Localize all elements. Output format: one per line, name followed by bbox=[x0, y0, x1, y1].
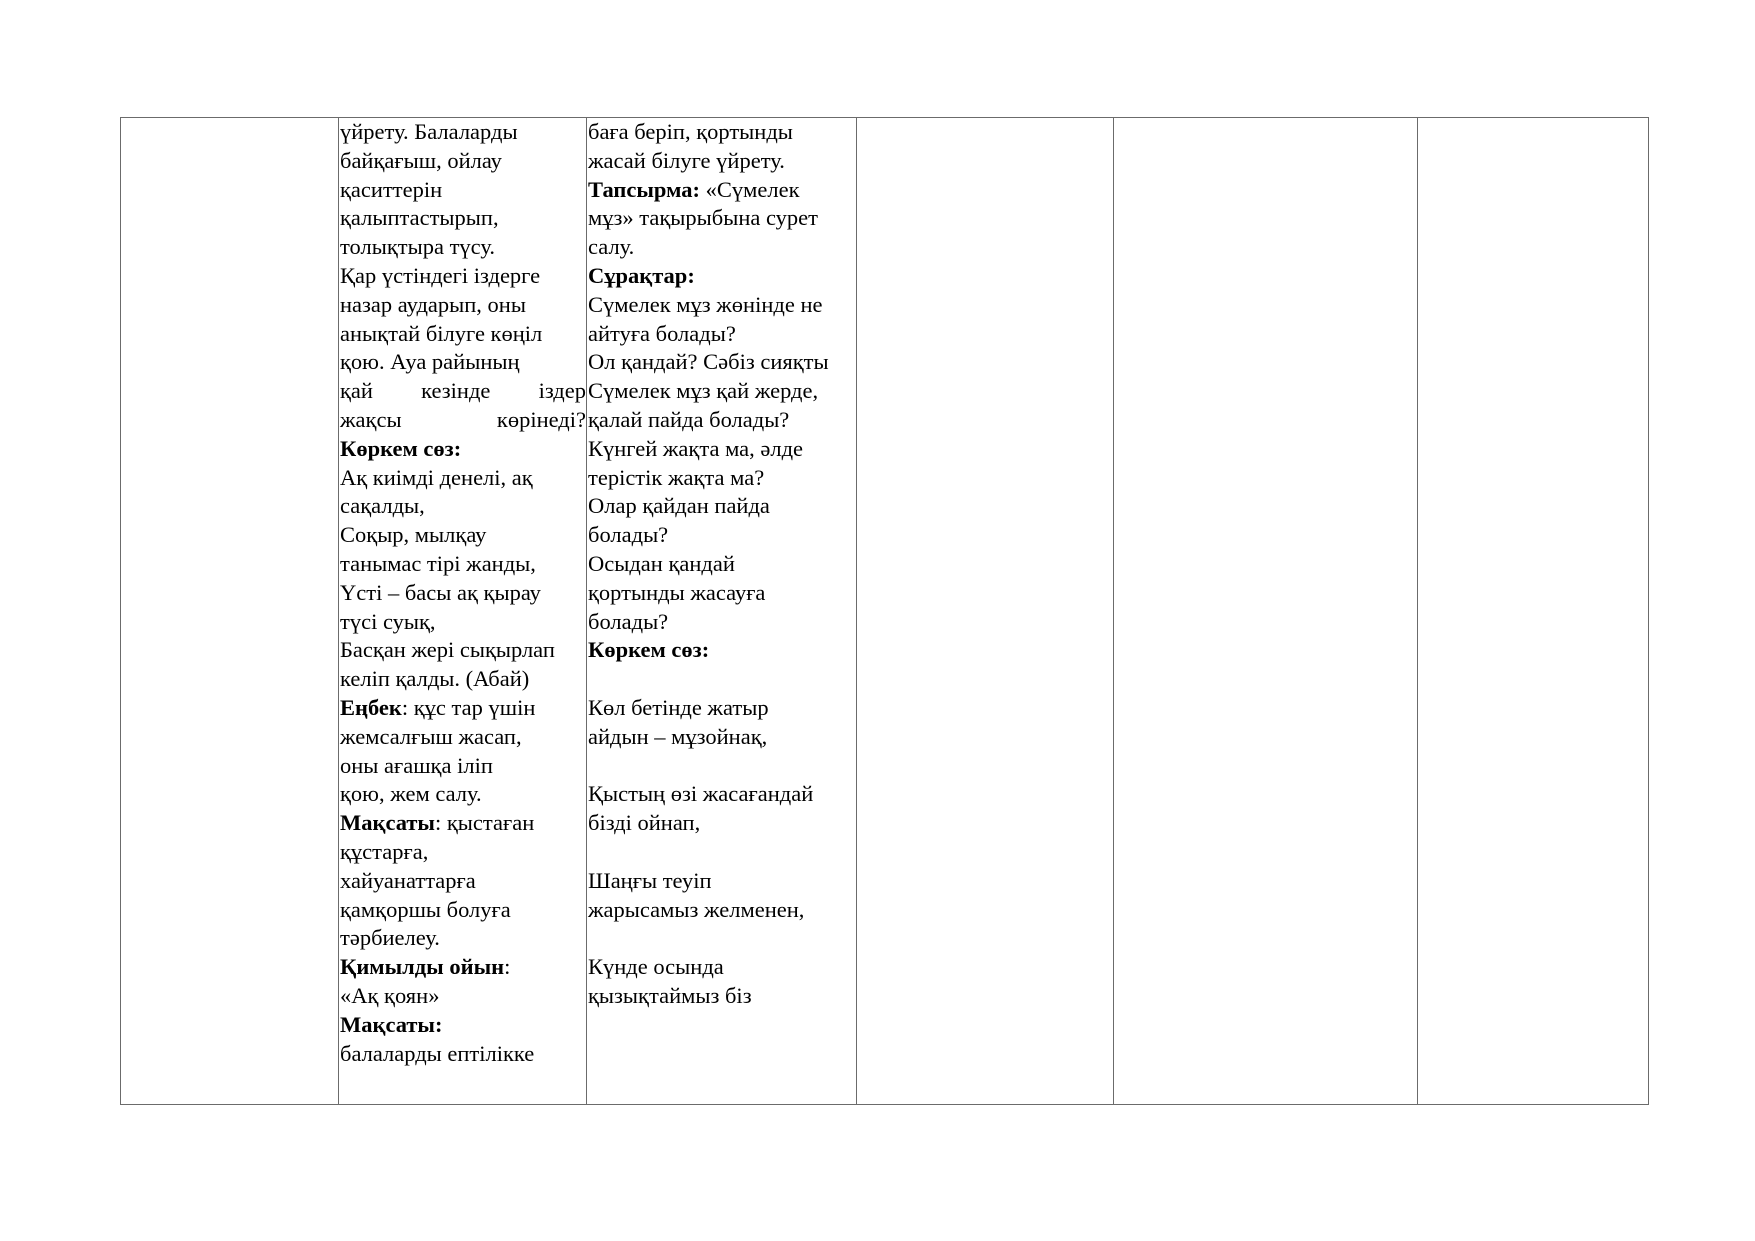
text-line: Қар үстіндегі іздерге bbox=[340, 262, 541, 288]
poem-line: Қыстың өзі жасағандай bbox=[588, 781, 814, 807]
text-line: хайуанаттарға bbox=[340, 867, 476, 893]
text-line: құстарға, bbox=[340, 838, 429, 864]
heading-maqsaty-2: Мақсаты: bbox=[340, 1011, 443, 1037]
word: кезінде bbox=[421, 378, 491, 404]
section-heading bbox=[588, 262, 856, 291]
text-line-justified bbox=[340, 377, 586, 406]
text-line: қортынды жасауға bbox=[588, 579, 766, 605]
text-line: қамқоршы болуға bbox=[340, 896, 511, 922]
poem-line: Күнде осында bbox=[588, 954, 724, 980]
poem-line: бізді ойнап, bbox=[588, 810, 701, 836]
text-line: толықтыра түсу. bbox=[340, 234, 495, 260]
section-heading bbox=[588, 636, 856, 665]
text-line: назар аударып, оны bbox=[340, 291, 526, 317]
blank-line bbox=[588, 924, 856, 953]
poem-line: Үсті – басы ақ қырау bbox=[340, 579, 541, 605]
text-line: қалыптастырып, bbox=[340, 205, 499, 231]
heading-korkem-soz: Көркем сөз: bbox=[340, 435, 462, 461]
text-line: тәрбиелеу. bbox=[340, 925, 440, 951]
cell-col5 bbox=[1114, 118, 1418, 1105]
poem-line: танымас тірі жанды, bbox=[340, 550, 536, 576]
text-line: Олар қайдан пайда bbox=[588, 493, 770, 519]
poem-line: Шаңғы теуіп bbox=[588, 867, 712, 893]
text-line: айтуға болады? bbox=[588, 320, 736, 346]
poem-line: айдын – мұзойнақ, bbox=[588, 723, 768, 749]
word: іздер bbox=[538, 378, 586, 404]
blank-line bbox=[588, 752, 856, 781]
text-line: қаситтерін bbox=[340, 176, 443, 202]
text-line bbox=[340, 809, 586, 838]
text-line: Осыдан қандай bbox=[588, 550, 735, 576]
cell-col6 bbox=[1418, 118, 1649, 1105]
poem-line: Ақ киімді денелі, ақ bbox=[340, 464, 533, 490]
poem-line: Көл бетінде жатыр bbox=[588, 694, 769, 720]
text-line: салу. bbox=[588, 234, 635, 260]
text-line: «Ақ қоян» bbox=[340, 982, 440, 1008]
text-line: мұз» тақырыбына сурет bbox=[588, 205, 818, 231]
heading-enbek: Еңбек bbox=[340, 694, 402, 720]
poem-line: сақалды, bbox=[340, 493, 425, 519]
text-line: жемсалғыш жасап, bbox=[340, 723, 522, 749]
text-line bbox=[340, 694, 586, 723]
poem-line: Соқыр, мылқау bbox=[340, 522, 487, 548]
text-line: терістік жақта ма? bbox=[588, 464, 765, 490]
text-line bbox=[588, 176, 856, 205]
word: жақсы bbox=[340, 406, 402, 432]
heading-qimyldy-oiyn: Қимылды ойын bbox=[340, 954, 505, 980]
cell-col1 bbox=[121, 118, 339, 1105]
blank-line bbox=[588, 665, 856, 694]
text-fragment: : bbox=[504, 954, 511, 980]
text-line: Сүмелек мұз жөнінде не bbox=[588, 291, 823, 317]
text-line: қою. Ауа райының bbox=[340, 349, 520, 375]
text-line: үйрету. Балаларды bbox=[340, 119, 518, 144]
poem-line: қызықтаймыз біз bbox=[588, 982, 752, 1008]
text-line: анықтай білуге көңіл bbox=[340, 320, 543, 346]
text-line: жасай білуге үйрету. bbox=[588, 147, 785, 173]
poem-line: келіп қалды. (Абай) bbox=[340, 666, 530, 692]
poem-line: түсі суық, bbox=[340, 608, 436, 634]
section-heading bbox=[340, 1011, 586, 1040]
text-line: Күнгей жақта ма, әлде bbox=[588, 435, 804, 461]
poem-line: Басқан жері сықырлап bbox=[340, 637, 555, 663]
text-line: қалай пайда болады? bbox=[588, 406, 790, 432]
text-line bbox=[340, 953, 586, 982]
text-line: Сүмелек мұз қай жерде, bbox=[588, 378, 819, 404]
cell-col2-walk-plan bbox=[339, 118, 587, 1105]
text-line: балаларды ептілікке bbox=[340, 1040, 535, 1066]
text-line: болады? bbox=[588, 522, 669, 548]
word: қай bbox=[340, 378, 373, 404]
heading-maqsaty: Мақсаты bbox=[340, 810, 435, 836]
text-line: болады? bbox=[588, 608, 669, 634]
heading-korkem-soz-2: Көркем сөз: bbox=[588, 637, 710, 663]
blank-line bbox=[588, 838, 856, 867]
text-fragment: «Сүмелек bbox=[700, 176, 800, 202]
heading-tapsyrma: Тапсырма: bbox=[588, 176, 701, 202]
text-fragment: : қыстаған bbox=[435, 810, 535, 836]
table-row bbox=[121, 118, 1649, 1105]
plan-table bbox=[120, 117, 1649, 1105]
section-heading bbox=[340, 435, 586, 464]
cell-col3-activity bbox=[587, 118, 857, 1105]
text-line: байқағыш, ойлау bbox=[340, 147, 502, 173]
cell-col4 bbox=[857, 118, 1114, 1105]
heading-suraqtar: Сұрақтар: bbox=[588, 262, 695, 288]
text-line: баға беріп, қортынды bbox=[588, 119, 793, 144]
text-fragment: : құс тар үшін bbox=[401, 694, 536, 720]
text-line: Ол қандай? Сәбіз сияқты bbox=[588, 349, 829, 375]
text-line-justified bbox=[340, 406, 586, 435]
word: көрінеді? bbox=[496, 406, 586, 432]
poem-line: жарысамыз желменен, bbox=[588, 896, 805, 922]
text-line: қою, жем салу. bbox=[340, 781, 482, 807]
text-line: оны ағашқа іліп bbox=[340, 752, 493, 778]
